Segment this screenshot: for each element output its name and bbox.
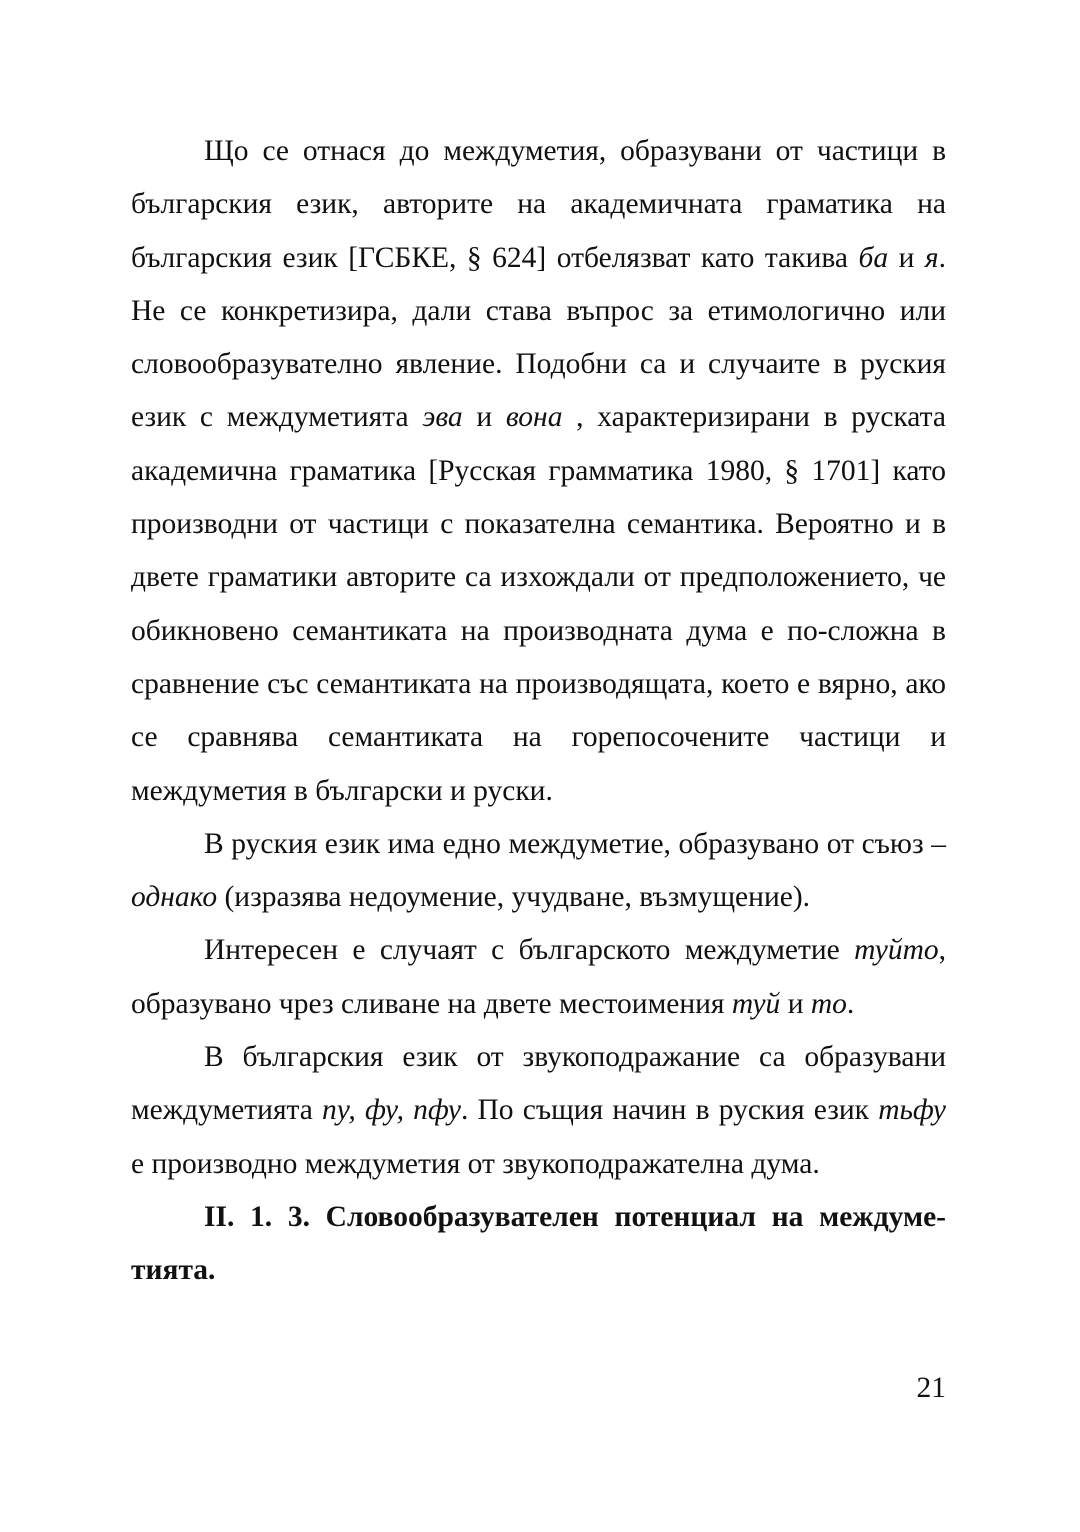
text-run: В руския език има едно междуметие, образувано от съюз – [204,827,946,860]
italic-term: я [924,241,939,274]
paragraph-particles [131,125,946,818]
text-run: е производно междуметия от звукоподражателна дума. [131,1147,820,1180]
text-run: . [846,987,855,1020]
text-run: . По същия начин в руския език [460,1094,879,1127]
italic-term: эва [422,401,463,434]
text-run: Интересен е случаят с българското междуметие [204,934,855,967]
italic-term: пу, фу, пфу [322,1094,461,1127]
text-run: и [462,401,506,434]
italic-term: туйто [854,934,939,967]
text-run: В българския език от звукоподражание са образувани междуметията [131,1041,946,1127]
text-run: и [780,987,811,1020]
italic-term: туй [731,987,781,1020]
italic-term: тьфу [878,1094,946,1127]
text-run: , образувано чрез сливане на двете местоимения [131,934,946,1020]
paragraph-pronouns [131,924,946,1031]
text-run: (изразява недоумение, учудване, възмущение). [217,881,811,914]
italic-term: ба [858,241,889,274]
text-run: , характеризирани в руската академична граматика [Русская грамматика 1980, § 1701] като производни от частици с показателна семантика. Вероятно и в двете граматики авторите са изхождали от предположението, че обикновено семантиката на производната дума е по-сложна в сравнение със семантиката на производящата, което е вярно, ако се сравнява семантиката на горепосочените частици и междуметия в български и руски. [131,401,946,807]
text-run: . Не се конкретизира, дали става въпрос за етимологично или словообразувателно явление. Подобни са и случаите в руския език с междуметията [131,241,946,434]
section-heading: II. 1. 3. Словообразувателен потенциал на междуметията. [131,1200,946,1287]
text-run: и [888,241,925,274]
italic-term: однако [131,881,218,914]
page-number: 21 [916,1372,946,1404]
italic-term: то [810,987,847,1020]
italic-term: вона [505,401,563,434]
body-text [131,125,946,1298]
paragraph-onomatopoeia [131,1031,946,1191]
paragraph-conjunction [131,818,946,925]
text-run: Що се отнася до междуметия, образувани от частици в българския език, авторите на академичната граматика на българския език [ГСБКЕ, § 624] отбелязват като такива [131,135,946,274]
